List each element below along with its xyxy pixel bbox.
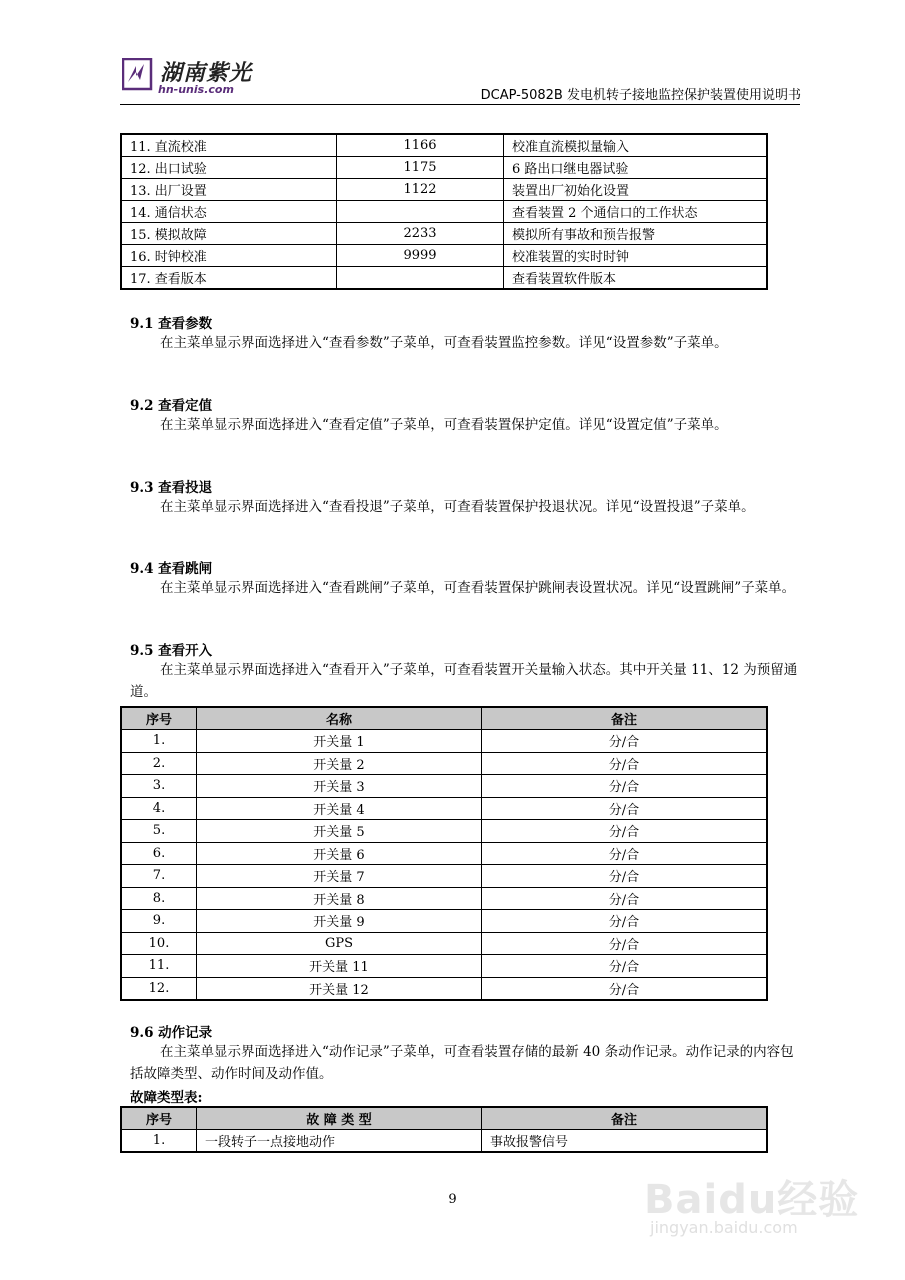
cell-name: 开关量 12 [197,977,482,1000]
section-text: 在主菜单显示界面选择进入“查看跳闸”子菜单，可查看装置保护跳闸表设置状况。详见“设置跳闸”子菜单。 [160,580,796,596]
menu-name: 16. 时钟校准 [121,245,337,267]
cell-note: 分/合 [482,820,768,843]
table-row [121,977,767,1000]
table-row [121,955,767,978]
cell-name: 开关量 4 [197,797,482,820]
cell-note: 分/合 [482,910,768,933]
column-header: 名称 [197,707,482,730]
menu-name: 14. 通信状态 [121,201,337,223]
table-row [121,267,767,290]
watermark-url: jingyan.baidu.com [650,1218,798,1237]
section-title: 9.1 查看参数 [130,316,213,332]
cell-index: 12. [121,977,197,1000]
menu-code: 9999 [337,245,504,267]
cell-note: 分/合 [482,865,768,888]
menu-name: 15. 模拟故障 [121,223,337,245]
table-header-row [121,1107,767,1130]
menu-name: 11. 直流校准 [121,134,337,157]
cell-index: 4. [121,797,197,820]
logo-website: hn-unis.com [158,83,234,96]
cell-name: 开关量 3 [197,775,482,798]
menu-code [337,201,504,223]
menu-code: 1166 [337,134,504,157]
section-title: 9.3 查看投退 [130,480,213,496]
fault-table-caption: 故障类型表: [130,1090,203,1106]
menu-code: 1122 [337,179,504,201]
cell-note: 分/合 [482,752,768,775]
column-header: 故 障 类 型 [197,1107,482,1130]
menu-desc: 查看装置 2 个通信口的工作状态 [504,201,768,223]
cell-note: 分/合 [482,955,768,978]
logo-mark-icon [122,58,154,92]
cell-name: 开关量 2 [197,752,482,775]
menu-name: 17. 查看版本 [121,267,337,290]
table-row [121,1130,767,1153]
menu-name: 12. 出口试验 [121,157,337,179]
table-row [121,887,767,910]
cell-name: 开关量 6 [197,842,482,865]
cell-name: 开关量 9 [197,910,482,933]
column-header: 备注 [482,707,768,730]
cell-index: 9. [121,910,197,933]
table-row [121,775,767,798]
table-row [121,910,767,933]
menu-desc: 装置出厂初始化设置 [504,179,768,201]
cell-name: 开关量 7 [197,865,482,888]
menu-code: 1175 [337,157,504,179]
column-header: 序号 [121,707,197,730]
section-title: 9.5 查看开入 [130,643,213,659]
table-row [121,201,767,223]
table-row [121,865,767,888]
logo-chinese-name: 湖南紫光 [160,60,253,86]
cell-note: 分/合 [482,977,768,1000]
table-row [121,932,767,955]
cell-note: 事故报警信号 [482,1130,768,1153]
menu-name: 13. 出厂设置 [121,179,337,201]
menu-code: 2233 [337,223,504,245]
menu-desc: 模拟所有事故和预告报警 [504,223,768,245]
section-title: 9.6 动作记录 [130,1025,213,1041]
cell-index: 5. [121,820,197,843]
table-row [121,179,767,201]
table-row [121,245,767,267]
cell-note: 分/合 [482,932,768,955]
table-row [121,223,767,245]
column-header: 序号 [121,1107,197,1130]
table-row [121,134,767,157]
switch-input-table [120,706,768,1001]
section-text: 在主菜单显示界面选择进入“动作记录”子菜单，可查看装置存储的最新 40 条动作记录。动作记录的内容包括故障类型、动作时间及动作值。 [130,1044,794,1082]
table-row [121,797,767,820]
section-text: 在主菜单显示界面选择进入“查看开入”子菜单，可查看装置开关量输入状态。其中开关量 11、12 为预留通道。 [130,662,798,700]
cell-index: 6. [121,842,197,865]
cell-index: 3. [121,775,197,798]
section-title: 9.4 查看跳闸 [130,561,213,577]
table-row [121,752,767,775]
cell-name: GPS [197,932,482,955]
fault-type-table [120,1106,768,1153]
menu-code [337,267,504,290]
cell-index: 11. [121,955,197,978]
table-row [121,730,767,753]
cell-index: 10. [121,932,197,955]
cell-index: 1. [121,730,197,753]
cell-note: 分/合 [482,775,768,798]
section-text: 在主菜单显示界面选择进入“查看参数”子菜单，可查看装置监控参数。详见“设置参数”子菜单。 [160,335,728,351]
cell-note: 分/合 [482,797,768,820]
cell-note: 分/合 [482,730,768,753]
section-text: 在主菜单显示界面选择进入“查看定值”子菜单，可查看装置保护定值。详见“设置定值”子菜单。 [160,417,728,433]
watermark [640,1160,860,1240]
document-title: DCAP-5082B 发电机转子接地监控保护装置使用说明书 [480,88,801,103]
menu-desc: 6 路出口继电器试验 [504,157,768,179]
cell-name: 开关量 11 [197,955,482,978]
watermark-logo: Baidu经验 [644,1177,860,1223]
header-rule [120,104,800,105]
menu-desc: 校准直流模拟量输入 [504,134,768,157]
table-row [121,842,767,865]
page-number: 9 [448,1192,457,1207]
menu-desc: 查看装置软件版本 [504,267,768,290]
cell-index: 7. [121,865,197,888]
cell-index: 2. [121,752,197,775]
menu-table [120,133,768,290]
cell-name: 开关量 1 [197,730,482,753]
menu-desc: 校准装置的实时时钟 [504,245,768,267]
table-header-row [121,707,767,730]
cell-note: 分/合 [482,887,768,910]
section-title: 9.2 查看定值 [130,398,213,414]
cell-fault-type: 一段转子一点接地动作 [197,1130,482,1153]
table-row [121,820,767,843]
section-text: 在主菜单显示界面选择进入“查看投退”子菜单，可查看装置保护投退状况。详见“设置投退”子菜单。 [160,499,755,515]
cell-note: 分/合 [482,842,768,865]
company-logo [122,56,252,100]
cell-index: 8. [121,887,197,910]
cell-name: 开关量 5 [197,820,482,843]
cell-index: 1. [121,1130,197,1153]
cell-name: 开关量 8 [197,887,482,910]
table-row [121,157,767,179]
column-header: 备注 [482,1107,768,1130]
